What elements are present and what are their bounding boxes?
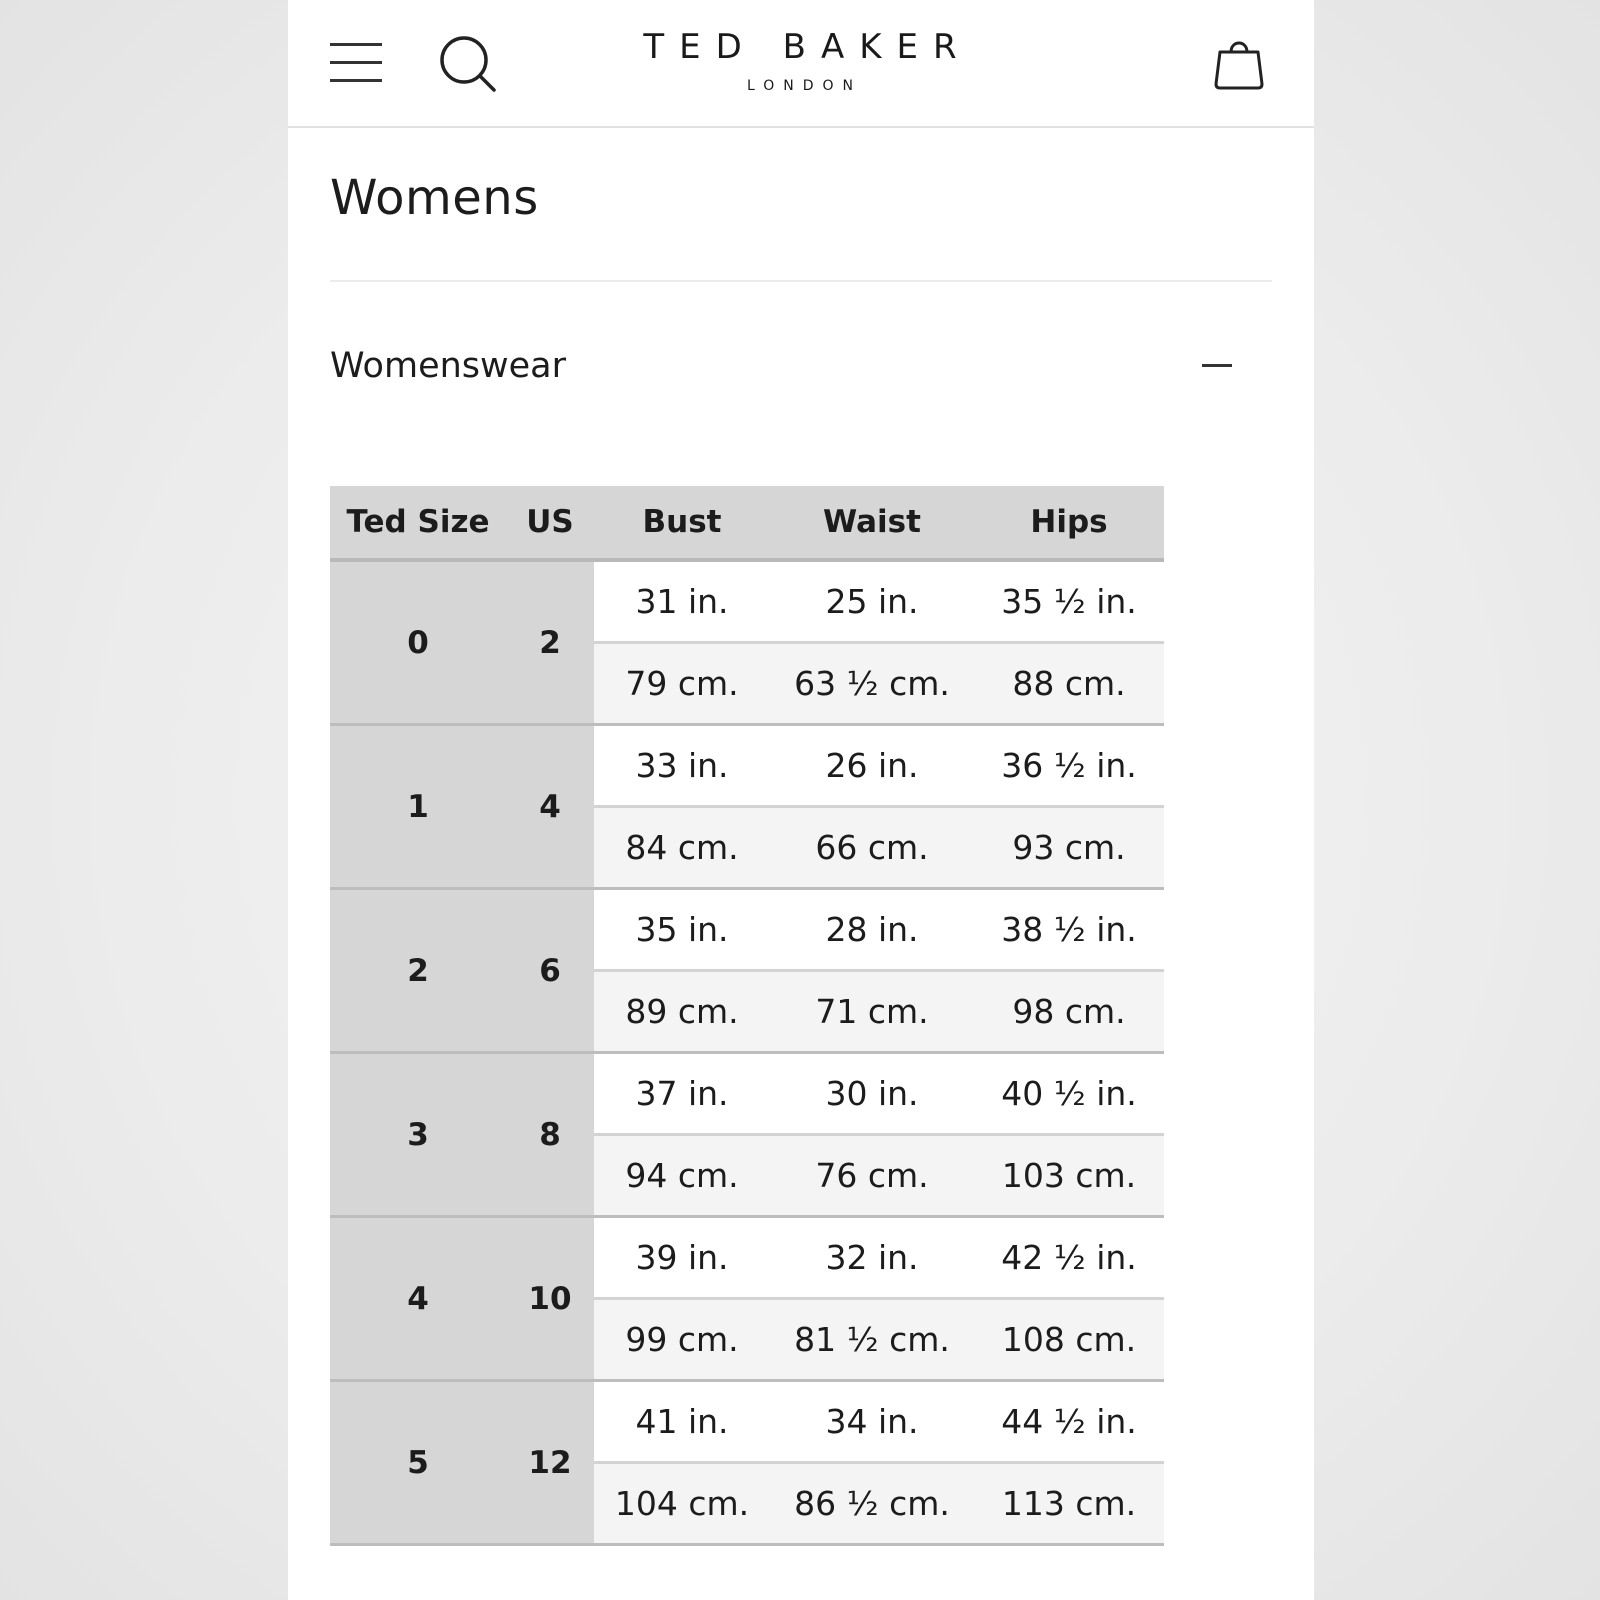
site-header [288,0,1314,128]
ted-size-cell: 2 [330,889,506,1053]
bust-cm-cell: 94 cm. [594,1135,770,1217]
column-header-us: US [506,486,594,560]
waist-cm-cell: 66 cm. [770,807,974,889]
hips-inches-cell: 35 ½ in. [974,560,1164,643]
waist-inches-cell: 32 in. [770,1217,974,1299]
hips-cm-cell: 108 cm. [974,1299,1164,1381]
column-header-waist: Waist [770,486,974,560]
hips-inches-cell: 40 ½ in. [974,1053,1164,1135]
table-row-inches [330,725,1164,807]
bust-inches-cell: 33 in. [594,725,770,807]
shopping-bag-icon[interactable] [1212,36,1266,92]
column-header-hips: Hips [974,486,1164,560]
brand-logo[interactable] [588,28,1012,94]
hips-cm-cell: 88 cm. [974,643,1164,725]
hips-cm-cell: 98 cm. [974,971,1164,1053]
ted-size-cell: 1 [330,725,506,889]
size-table-body [330,560,1164,1545]
hips-cm-cell: 103 cm. [974,1135,1164,1217]
waist-cm-cell: 71 cm. [770,971,974,1053]
ted-size-cell: 5 [330,1381,506,1545]
waist-inches-cell: 28 in. [770,889,974,971]
hips-inches-cell: 36 ½ in. [974,725,1164,807]
column-header-ted-size: Ted Size [330,486,506,560]
hips-inches-cell: 42 ½ in. [974,1217,1164,1299]
waist-inches-cell: 26 in. [770,725,974,807]
bust-cm-cell: 99 cm. [594,1299,770,1381]
ted-size-cell: 0 [330,560,506,725]
womenswear-accordion-toggle[interactable] [330,336,1272,396]
bust-cm-cell: 79 cm. [594,643,770,725]
table-row-inches [330,889,1164,971]
ted-size-cell: 3 [330,1053,506,1217]
table-row-inches [330,1217,1164,1299]
page-container [288,0,1314,1600]
table-row-inches [330,1053,1164,1135]
us-size-cell: 12 [506,1381,594,1545]
us-size-cell: 10 [506,1217,594,1381]
menu-icon[interactable] [330,40,384,86]
bust-cm-cell: 84 cm. [594,807,770,889]
us-size-cell: 6 [506,889,594,1053]
hips-cm-cell: 93 cm. [974,807,1164,889]
waist-inches-cell: 30 in. [770,1053,974,1135]
waist-cm-cell: 81 ½ cm. [770,1299,974,1381]
table-row-inches [330,1381,1164,1463]
ted-size-cell: 4 [330,1217,506,1381]
waist-cm-cell: 86 ½ cm. [770,1463,974,1545]
size-chart-table [330,486,1164,1546]
brand-name: TED BAKER [643,27,972,67]
brand-subtitle: LONDON [746,78,863,94]
waist-inches-cell: 34 in. [770,1381,974,1463]
bust-cm-cell: 104 cm. [594,1463,770,1545]
us-size-cell: 8 [506,1053,594,1217]
waist-cm-cell: 76 cm. [770,1135,974,1217]
bust-inches-cell: 41 in. [594,1381,770,1463]
table-header-row [330,486,1164,560]
us-size-cell: 4 [506,725,594,889]
bust-inches-cell: 39 in. [594,1217,770,1299]
bust-inches-cell: 37 in. [594,1053,770,1135]
waist-cm-cell: 63 ½ cm. [770,643,974,725]
hips-cm-cell: 113 cm. [974,1463,1164,1545]
bust-inches-cell: 31 in. [594,560,770,643]
search-icon[interactable] [438,34,500,96]
hips-inches-cell: 44 ½ in. [974,1381,1164,1463]
section-divider [330,280,1272,282]
minus-icon[interactable] [1202,364,1232,367]
us-size-cell: 2 [506,560,594,725]
column-header-bust: Bust [594,486,770,560]
bust-inches-cell: 35 in. [594,889,770,971]
page-title: Womens [330,170,539,226]
waist-inches-cell: 25 in. [770,560,974,643]
hips-inches-cell: 38 ½ in. [974,889,1164,971]
accordion-title: Womenswear [330,346,567,386]
table-row-inches [330,560,1164,643]
bust-cm-cell: 89 cm. [594,971,770,1053]
